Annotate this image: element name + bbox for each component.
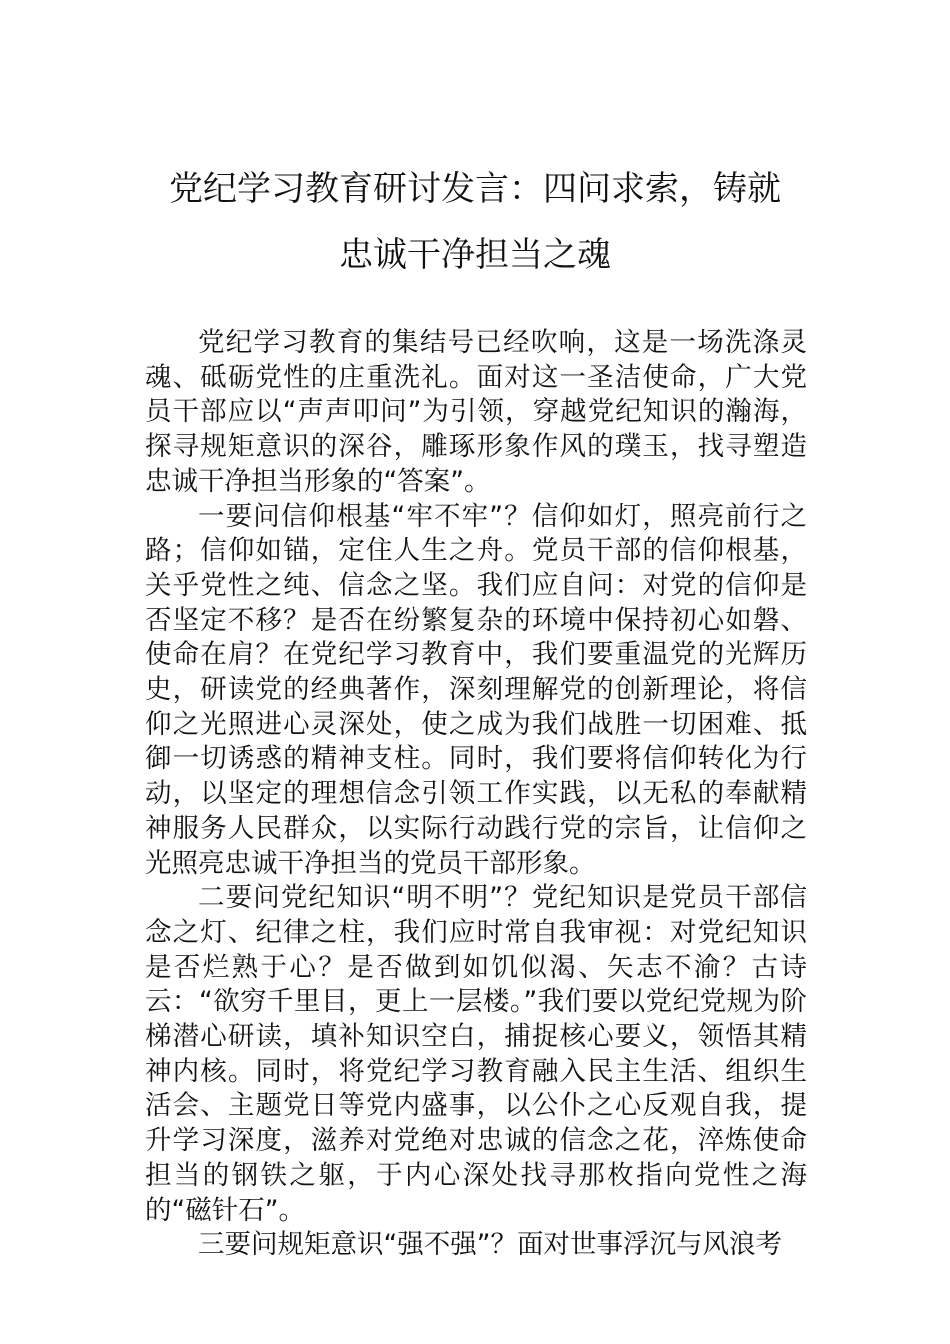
paragraph-discipline-knowledge: 二要问党纪知识“明不明”？党纪知识是党员干部信念之灯、纪律之柱，我们应时常自我审视：对党纪知识是否烂熟于心？是否做到如饥似渴、矢志不渝？古诗云：“欲穷千里目，更上一层楼。”我们要以党纪党规为阶梯潜心研读，填补知识空白，捕捉核心要义，领悟其精神内核。同时，将党纪学习教育融入民主生活、组织生活会、主题党日等党内盛事，以公仆之心反观自我，提升学习深度，滋养对党绝对忠诚的信念之花，淬炼使命担当的钢铁之躯，于内心深处找寻那枚指向党性之海的“磁针石”。 bbox=[145, 882, 807, 1226]
title-line-1: 党纪学习教育研讨发言：四问求索，铸就 bbox=[169, 169, 781, 209]
paragraph-faith: 一要问信仰根基“牢不牢”？信仰如灯，照亮前行之路；信仰如锚，定住人生之舟。党员干部的信仰根基，关乎党性之纯、信念之坚。我们应自问：对党的信仰是否坚定不移？是否在纷繁复杂的环境中保持初心如磐、使命在肩？在党纪学习教育中，我们要重温党的光辉历史，研读党的经典著作，深刻理解党的创新理论，将信仰之光照进心灵深处，使之成为我们战胜一切困难、抵御一切诱惑的精神支柱。同时，我们要将信仰转化为行动，以坚定的理想信念引领工作实践，以无私的奉献精神服务人民群众，以实际行动践行党的宗旨，让信仰之光照亮忠诚干净担当的党员干部形象。 bbox=[145, 500, 807, 879]
document-body bbox=[145, 326, 807, 1263]
paragraph-intro: 党纪学习教育的集结号已经吹响，这是一场洗涤灵魂、砥砺党性的庄重洗礼。面对这一圣洁使命，广大党员干部应以“声声叩问”为引领，穿越党纪知识的瀚海，探寻规矩意识的深谷，雕琢形象作风的璞玉，找寻塑造忠诚干净担当形象的“答案”。 bbox=[145, 327, 807, 497]
paragraph-rules-awareness: 三要问规矩意识“强不强”？面对世事浮沉与风浪考 bbox=[198, 1229, 782, 1261]
document-title bbox=[130, 156, 820, 288]
title-line-2: 忠诚干净担当之魂 bbox=[339, 235, 611, 275]
